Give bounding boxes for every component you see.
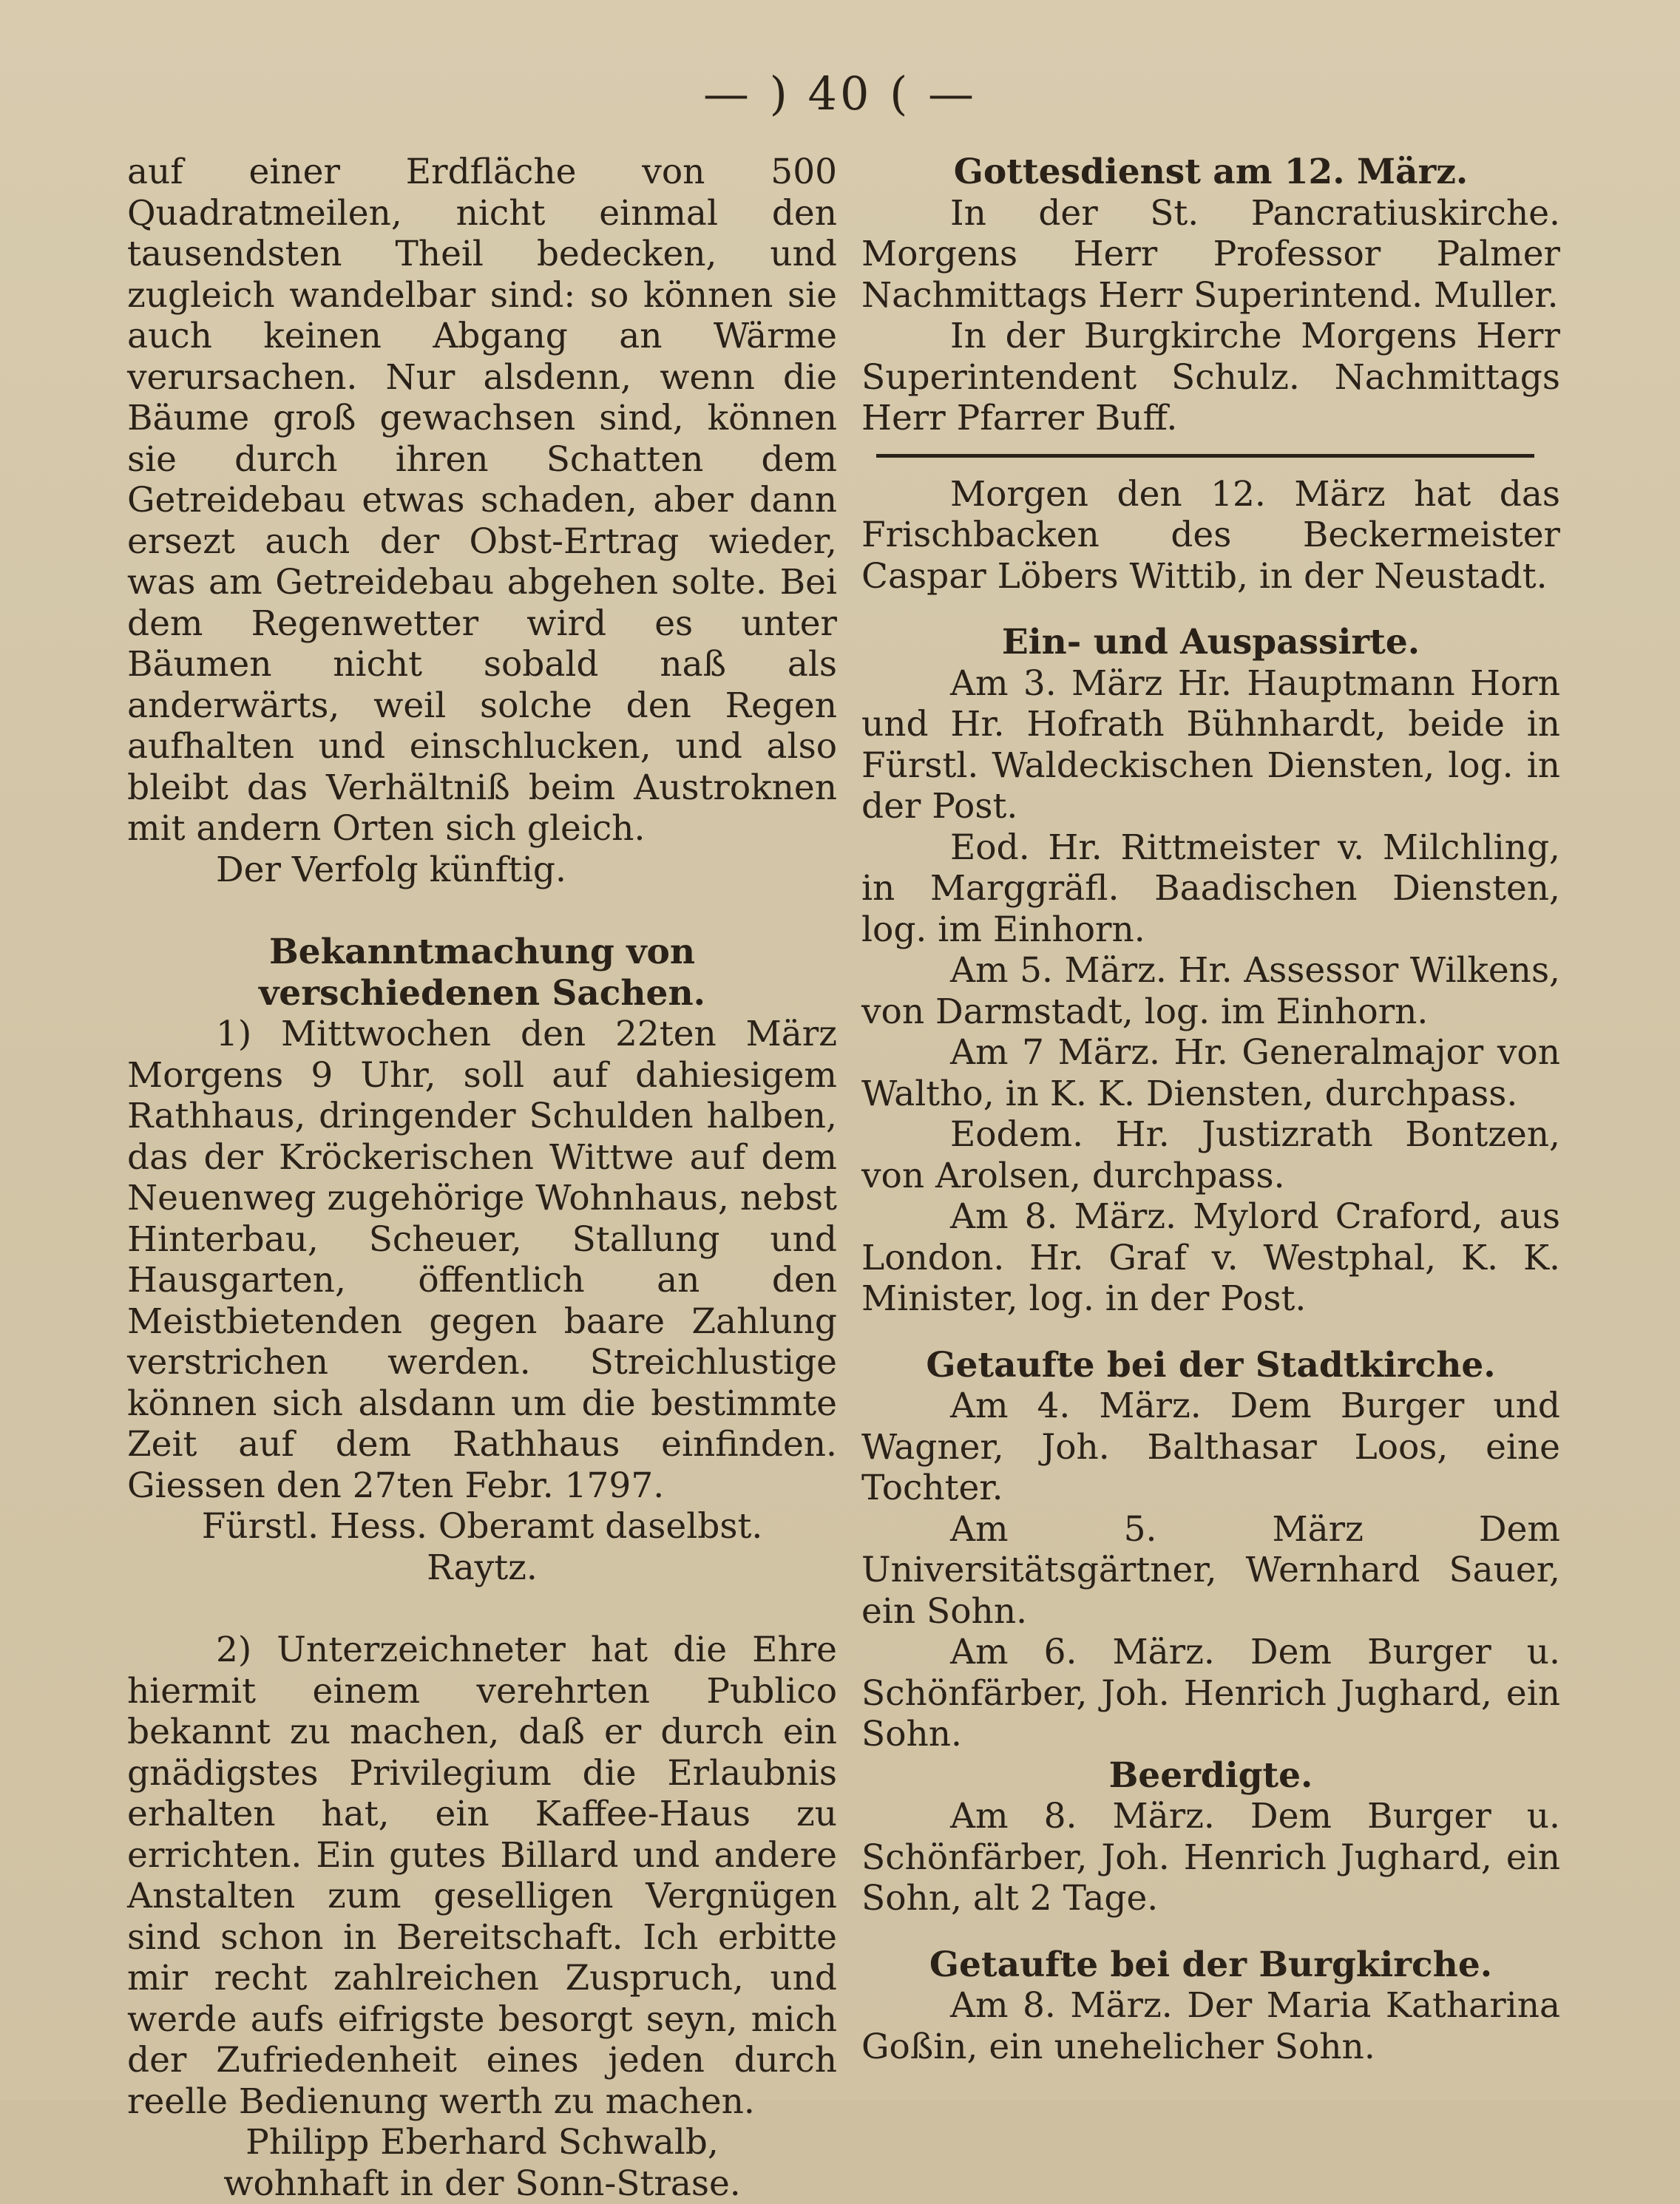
- traveller-entry: Eod. Hr. Rittmeister v. Milchling, in Marggräfl. Baadischen Diensten, log. im Einhorn.: [861, 827, 1560, 951]
- baptism-entry: Am 8. März. Der Maria Katharina Goßin, ein unehelicher Sohn.: [861, 1985, 1560, 2067]
- burial-entry: Am 8. März. Dem Burger u. Schönfärber, Joh. Henrich Jughard, ein Sohn, alt 2 Tage.: [861, 1796, 1560, 1919]
- traveller-entry: Am 5. März. Hr. Assessor Wilkens, von Darmstadt, log. im Einhorn.: [861, 950, 1560, 1032]
- right-column: [861, 152, 1560, 2067]
- section-rule: [876, 454, 1534, 458]
- baptism-entry: Am 4. März. Dem Burger und Wagner, Joh. Balthasar Loos, eine Tochter.: [861, 1386, 1560, 1509]
- notice-signer: Raytz.: [127, 1547, 837, 1589]
- traveller-entry: Am 8. März. Mylord Craford, aus London. Hr. Graf v. Westphal, K. K. Minister, log. in der Post.: [861, 1196, 1560, 1320]
- baptized-castle-heading: Getaufte bei der Burgkirche.: [861, 1944, 1560, 1986]
- baptism-entry: Am 5. März Dem Universitätsgärtner, Wernhard Sauer, ein Sohn.: [861, 1509, 1560, 1632]
- worship-heading: Gottesdienst am 12. März.: [861, 152, 1560, 193]
- travellers-heading: Ein- und Auspassirte.: [861, 622, 1560, 663]
- baking-notice: Morgen den 12. März hat das Frischbacken des Beckermeister Caspar Löbers Wittib, in der Neustadt.: [861, 474, 1560, 597]
- buried-heading: Beerdigte.: [861, 1755, 1560, 1797]
- baptism-entry: Am 6. März. Dem Burger u. Schönfärber, Joh. Henrich Jughard, ein Sohn.: [861, 1632, 1560, 1755]
- worship-burgkirche: In der Burgkirche Morgens Herr Superintendent Schulz. Nachmittags Herr Pfarrer Buff.: [861, 316, 1560, 439]
- notice-signer-address: wohnhaft in der Sonn-Strase.: [127, 2163, 837, 2204]
- notice-coffeehouse: 2) Unterzeichneter hat die Ehre hiermit einem verehrten Publico bekannt zu machen, daß er durch ein gnädigstes Privilegium die Erlaubnis erhalten hat, ein Kaffee-Haus zu errichten. Ein gutes Billard und andere Anstalten zum geselligen Vergnügen sind schon in Bereitschaft. Ich erbitte mir recht zahlreichen Zuspruch, und werde aufs eifrigste besorgt seyn, mich der Zufriedenheit eines jeden durch reelle Bedienung werth zu machen.: [127, 1630, 837, 2122]
- left-column: [127, 152, 837, 2204]
- traveller-entry: Am 7 März. Hr. Generalmajor von Waltho, in K. K. Diensten, durchpass.: [861, 1032, 1560, 1114]
- announcements-heading: Bekanntmachung von verschiedenen Sachen.: [127, 932, 837, 1014]
- continuation-note: Der Verfolg künftig.: [127, 850, 837, 891]
- article-continuation: auf einer Erdfläche von 500 Quadratmeilen, nicht einmal den tausendsten Theil bedecken, und zugleich wandelbar sind: so können sie auch keinen Abgang an Wärme verursachen. Nur alsdenn, wenn die Bäume groß gewachsen sind, können sie durch ihren Schatten dem Getreidebau etwas schaden, aber dann ersezt auch der Obst-Ertrag wieder, was am Getreidebau abgehen solte. Bei dem Regenwetter wird es unter Bäumen nicht sobald naß als anderwärts, weil solche den Regen aufhalten und einschlucken, und also bleibt das Verhältniß beim Austroknen mit andern Orten sich gleich.: [127, 152, 837, 850]
- page-header: — ) 40 ( —: [0, 67, 1680, 121]
- notice-authority: Fürstl. Hess. Oberamt daselbst.: [127, 1506, 837, 1547]
- traveller-entry: Am 3. März Hr. Hauptmann Horn und Hr. Hofrath Bühnhardt, beide in Fürstl. Waldeckischen Diensten, log. in der Post.: [861, 663, 1560, 827]
- worship-pancratius: In der St. Pancratiuskirche. Morgens Herr Professor Palmer Nachmittags Herr Superintend. Muller.: [861, 193, 1560, 316]
- notice-signer-name: Philipp Eberhard Schwalb,: [127, 2122, 837, 2163]
- traveller-entry: Eodem. Hr. Justizrath Bontzen, von Arolsen, durchpass.: [861, 1114, 1560, 1196]
- baptized-city-heading: Getaufte bei der Stadtkirche.: [861, 1345, 1560, 1386]
- notice-auction: 1) Mittwochen den 22ten März Morgens 9 Uhr, soll auf dahiesigem Rathhaus, dringender Schulden halben, das der Kröckerischen Wittwe auf dem Neuenweg zugehörige Wohnhaus, nebst Hinterbau, Scheuer, Stallung und Hausgarten, öffentlich an den Meistbietenden gegen baare Zahlung verstrichen werden. Streichlustige können sich alsdann um die bestimmte Zeit auf dem Rathhaus einfinden. Giessen den 27ten Febr. 1797.: [127, 1014, 837, 1506]
